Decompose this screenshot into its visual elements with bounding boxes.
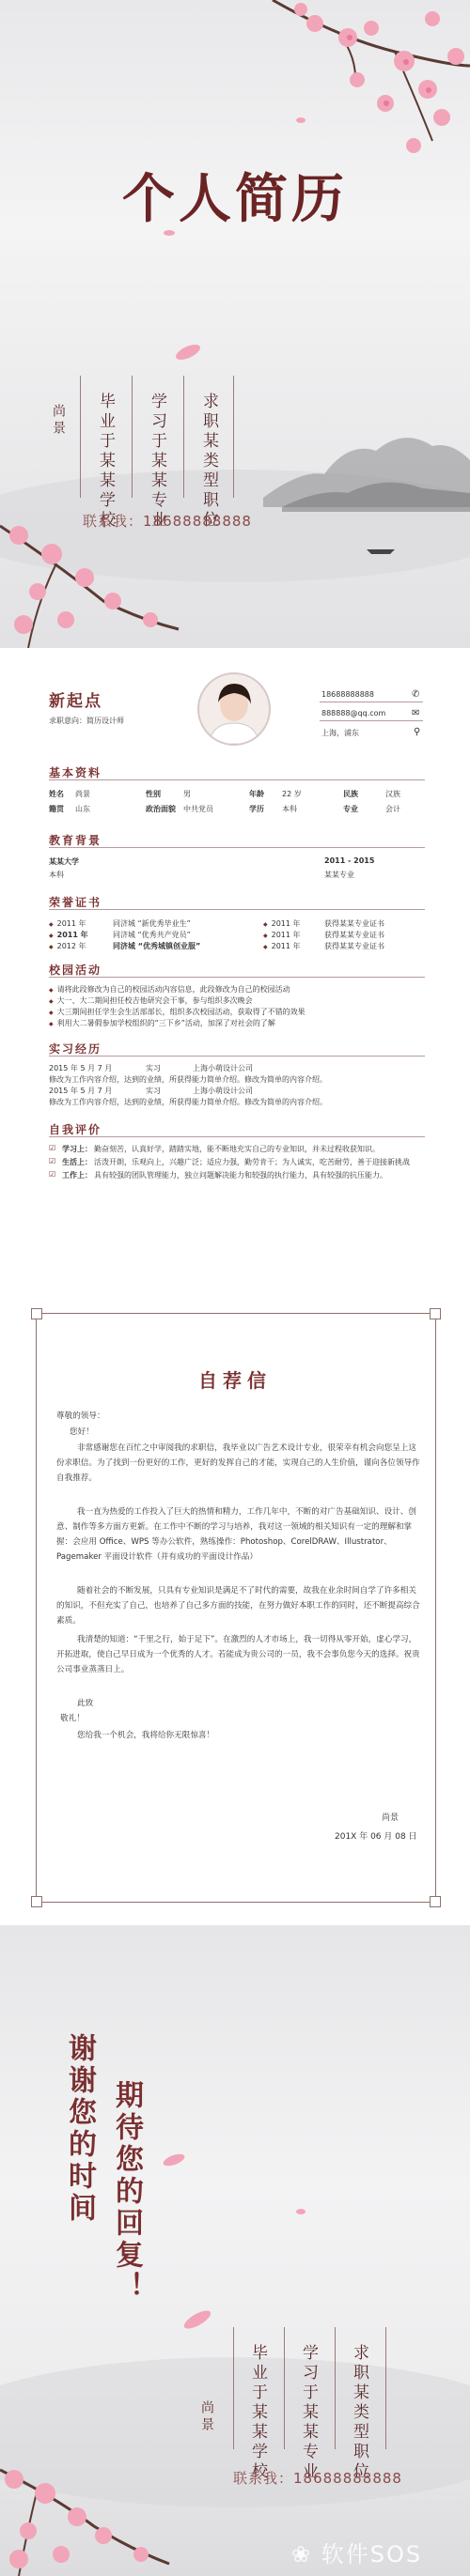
section-line xyxy=(49,1056,425,1057)
section-title-campus: 校园活动 xyxy=(49,964,102,977)
value: 22 岁 xyxy=(282,790,302,798)
list-item: 获得某某专业证书 xyxy=(324,942,384,950)
section-title-self-eval: 自我评价 xyxy=(49,1123,102,1136)
letter-greeting: 尊敬的领导： xyxy=(56,1411,105,1421)
letter-closing: 您给我一个机会，我将给你无限惊喜！ xyxy=(77,1731,215,1740)
letter-salute: 敬礼！ xyxy=(60,1714,85,1723)
label: 专业 xyxy=(343,805,358,813)
watermark-logo-icon: ❀ xyxy=(291,2541,313,2568)
value: 尚景 xyxy=(75,790,90,798)
resume-address: 上海，浦东 xyxy=(321,729,359,737)
section-line xyxy=(49,909,425,910)
list-item: 获得某某专业证书 xyxy=(324,931,384,939)
cover-school: 毕业于某某学校 xyxy=(96,393,115,531)
section-title-internship: 实习经历 xyxy=(49,1042,102,1056)
section-line xyxy=(49,1136,425,1137)
list-item: ◆ 大一、大二期间担任校吉他研究会干事，参与组织多次晚会 xyxy=(49,995,253,1006)
letter-paragraph: 随着社会的不断发展，只具有专业知识是满足不了时代的需要，故我在业余时间自学了许多相关的知识，不但充实了自己，也培养了自己多方面的技能，在努力做好本职工作的同时，还不断提高综合素质。 xyxy=(56,1586,420,1626)
hope-text: 期待您的回复！ xyxy=(110,2080,143,2304)
divider xyxy=(385,2327,386,2449)
section-line xyxy=(49,977,425,978)
value: 具有较强的团队管理能力，独立问题解决能力和较强的执行能力，具有较强的抗压能力。 xyxy=(94,1171,387,1180)
section-title-education: 教育背景 xyxy=(49,834,102,847)
cover-major: 学习于某某专业 xyxy=(148,393,166,531)
list-item: ◆ 2011 年 xyxy=(49,930,88,940)
divider xyxy=(233,2327,234,2449)
label: 性别 xyxy=(146,790,161,798)
frame-corner xyxy=(31,1896,42,1907)
list-item: ◆ 2011 年 xyxy=(49,918,86,929)
letter-sign: 尚景 xyxy=(382,1813,400,1823)
label: 政治面貌 xyxy=(146,805,176,813)
end-school: 毕业于某某学校 xyxy=(248,2344,267,2482)
list-item: 同济城 “优秀共产党员” xyxy=(113,931,191,939)
cover-name: 尚景 xyxy=(51,404,66,438)
list-item: 同济城 “新优秀毕业生” xyxy=(113,919,191,928)
letter-title: 自荐信 xyxy=(198,1369,272,1392)
divider xyxy=(320,720,423,721)
value: 男 xyxy=(183,790,191,798)
frame-corner xyxy=(430,1896,441,1907)
list-item: ◆ 2011 年 xyxy=(263,941,301,951)
list-item: ◆ 大三期间担任学生会生活部部长，组织多次校园活动，获取得了不错的效果 xyxy=(49,1007,306,1017)
end-contact: 联系我：18688888888 xyxy=(233,2470,402,2487)
cover-job: 求职某类型职位 xyxy=(199,393,218,531)
value: 本科 xyxy=(282,805,297,813)
intern-date: 2015 年 5 月 7 月 xyxy=(49,1087,113,1095)
cover-page xyxy=(0,0,470,648)
label: 学历 xyxy=(249,805,264,813)
divider xyxy=(284,2327,285,2449)
label: 生活上： xyxy=(62,1158,92,1166)
value: 汉族 xyxy=(385,790,400,798)
resume-phone: 18688888888 xyxy=(321,690,374,699)
location-icon: ⚲ xyxy=(414,727,421,737)
cover-title: 个人简历 xyxy=(122,169,348,230)
label: 姓名 xyxy=(49,790,64,798)
intern-role: 实习 xyxy=(146,1087,161,1095)
label: 籍贯 xyxy=(49,805,64,813)
resume-page xyxy=(0,648,470,1287)
label: 学习上： xyxy=(62,1145,92,1153)
divider xyxy=(233,376,234,498)
label: 工作上： xyxy=(62,1171,92,1180)
letter-date: 201X 年 06 月 08 日 xyxy=(335,1832,417,1842)
divider xyxy=(183,376,184,498)
list-item: ◆ 2011 年 xyxy=(263,930,301,940)
intern-date: 2015 年 5 月 7 月 xyxy=(49,1064,113,1072)
end-major: 学习于某某专业 xyxy=(299,2344,318,2482)
letter-paragraph: 我一直为热爱的工作投入了巨大的热情和精力，工作几年中，不断的对广告基础知识、设计、创意、制作等多方面方更新。在工作中不断的学习与培养，我对这一领域的相关知识有一定的理解和掌握：会应用 Office、WPS 等办公软件，熟练操作：Photoshop、CorelDRAW、Illustrator、Pagemaker 平面设计软件（并有成功的平面设计作品） xyxy=(56,1507,416,1562)
letter-paragraph: 我清楚的知道：“千里之行，始于足下”。在激烈的人才市场上，我一切得从零开始，虚心学习，开拓进取，使自己早日成为一个优秀的人才。若能成为贵公司的一员，我不会事负您今天的选择。祝贵公司事业蒸蒸日上。 xyxy=(56,1635,420,1674)
avatar xyxy=(197,672,271,746)
letter-closing: 此致 xyxy=(77,1699,94,1708)
check-icon: ☑ xyxy=(49,1170,56,1179)
value: 勤奋刻苦，认真好学，踏踏实地，能不断地充实自己的专业知识，并未过程收获知识。 xyxy=(94,1145,380,1153)
edu-school: 某某大学 xyxy=(49,857,79,866)
frame-corner xyxy=(430,1308,441,1319)
check-icon: ☑ xyxy=(49,1144,56,1152)
divider xyxy=(335,2327,336,2449)
list-item: ◆ 利用大二暑假参加学校组织的“三下乡”活动，加深了对社会的了解 xyxy=(49,1018,275,1028)
mail-icon: ✉ xyxy=(412,708,420,718)
intern-role: 实习 xyxy=(146,1064,161,1072)
frame-corner xyxy=(31,1308,42,1319)
value: 中共党员 xyxy=(183,805,213,813)
list-item: 同济城 “优秀城镇创业服” xyxy=(113,942,201,950)
label: 年龄 xyxy=(249,790,264,798)
edu-years: 2011 - 2015 xyxy=(324,856,375,865)
section-line xyxy=(49,847,425,848)
avatar-portrait-icon xyxy=(199,674,269,744)
divider xyxy=(80,376,81,498)
end-name: 尚景 xyxy=(199,2400,214,2434)
edu-degree: 本科 xyxy=(49,871,64,879)
intern-company: 上海小萌设计公司 xyxy=(193,1064,253,1072)
cover-decoration xyxy=(0,0,470,648)
job-intent: 求职意向：简历设计师 xyxy=(49,717,124,725)
section-line xyxy=(49,779,425,780)
intern-desc: 修改为工作内容介绍，达到的业绩，所获得能力简单介绍。修改为简单的内容介绍。 xyxy=(49,1098,327,1106)
value: 山东 xyxy=(75,805,90,813)
edu-major: 某某专业 xyxy=(324,871,354,879)
intern-company: 上海小萌设计公司 xyxy=(193,1087,253,1095)
divider xyxy=(132,376,133,498)
letter-paragraph: 非常感谢您在百忙之中审阅我的求职信，我毕业以广告艺术设计专业，很荣幸有机会向您呈上这份求职信。为了找到一份更好的工作，更好的发挥自己的才能，实现自己的人生价值，谨向各位领导作自我推荐。 xyxy=(56,1443,420,1483)
watermark xyxy=(291,2536,422,2568)
check-icon: ☑ xyxy=(49,1157,56,1165)
value: 活泼开朗，乐观向上，兴趣广泛；适应力强，勤劳肯干；为人诚实，吃苦耐劳，善于迎接新挑战 xyxy=(94,1158,410,1166)
section-title-basic: 基本资料 xyxy=(49,766,102,779)
section-title-honors: 荣誉证书 xyxy=(49,896,102,909)
resume-name: 新起点 xyxy=(49,692,102,711)
cover-contact: 联系我：18688888888 xyxy=(83,513,252,530)
resume-email: 888888@qq.com xyxy=(321,709,386,717)
letter-hello: 您好！ xyxy=(70,1427,94,1437)
value: 会计 xyxy=(385,805,400,813)
end-job: 求职某类型职位 xyxy=(350,2344,368,2482)
phone-icon: ✆ xyxy=(412,689,420,700)
list-item: ◆ 2012 年 xyxy=(49,941,86,951)
intern-desc: 修改为工作内容介绍，达到的业绩，所获得能力简单介绍。修改为简单的内容介绍。 xyxy=(49,1075,327,1084)
list-item: ◆ 请将此段修改为自己的校园活动内容信息，此段修改为自己的校园活动 xyxy=(49,984,290,995)
watermark-text: 软件SOS xyxy=(321,2541,423,2568)
label: 民族 xyxy=(343,790,358,798)
end-page xyxy=(0,1925,470,2576)
list-item: ◆ 2011 年 xyxy=(263,918,301,929)
cover-letter-page xyxy=(0,1305,470,1916)
thanks-text: 谢谢您的时间 xyxy=(63,2033,96,2225)
list-item: 获得某某专业证书 xyxy=(324,919,384,928)
